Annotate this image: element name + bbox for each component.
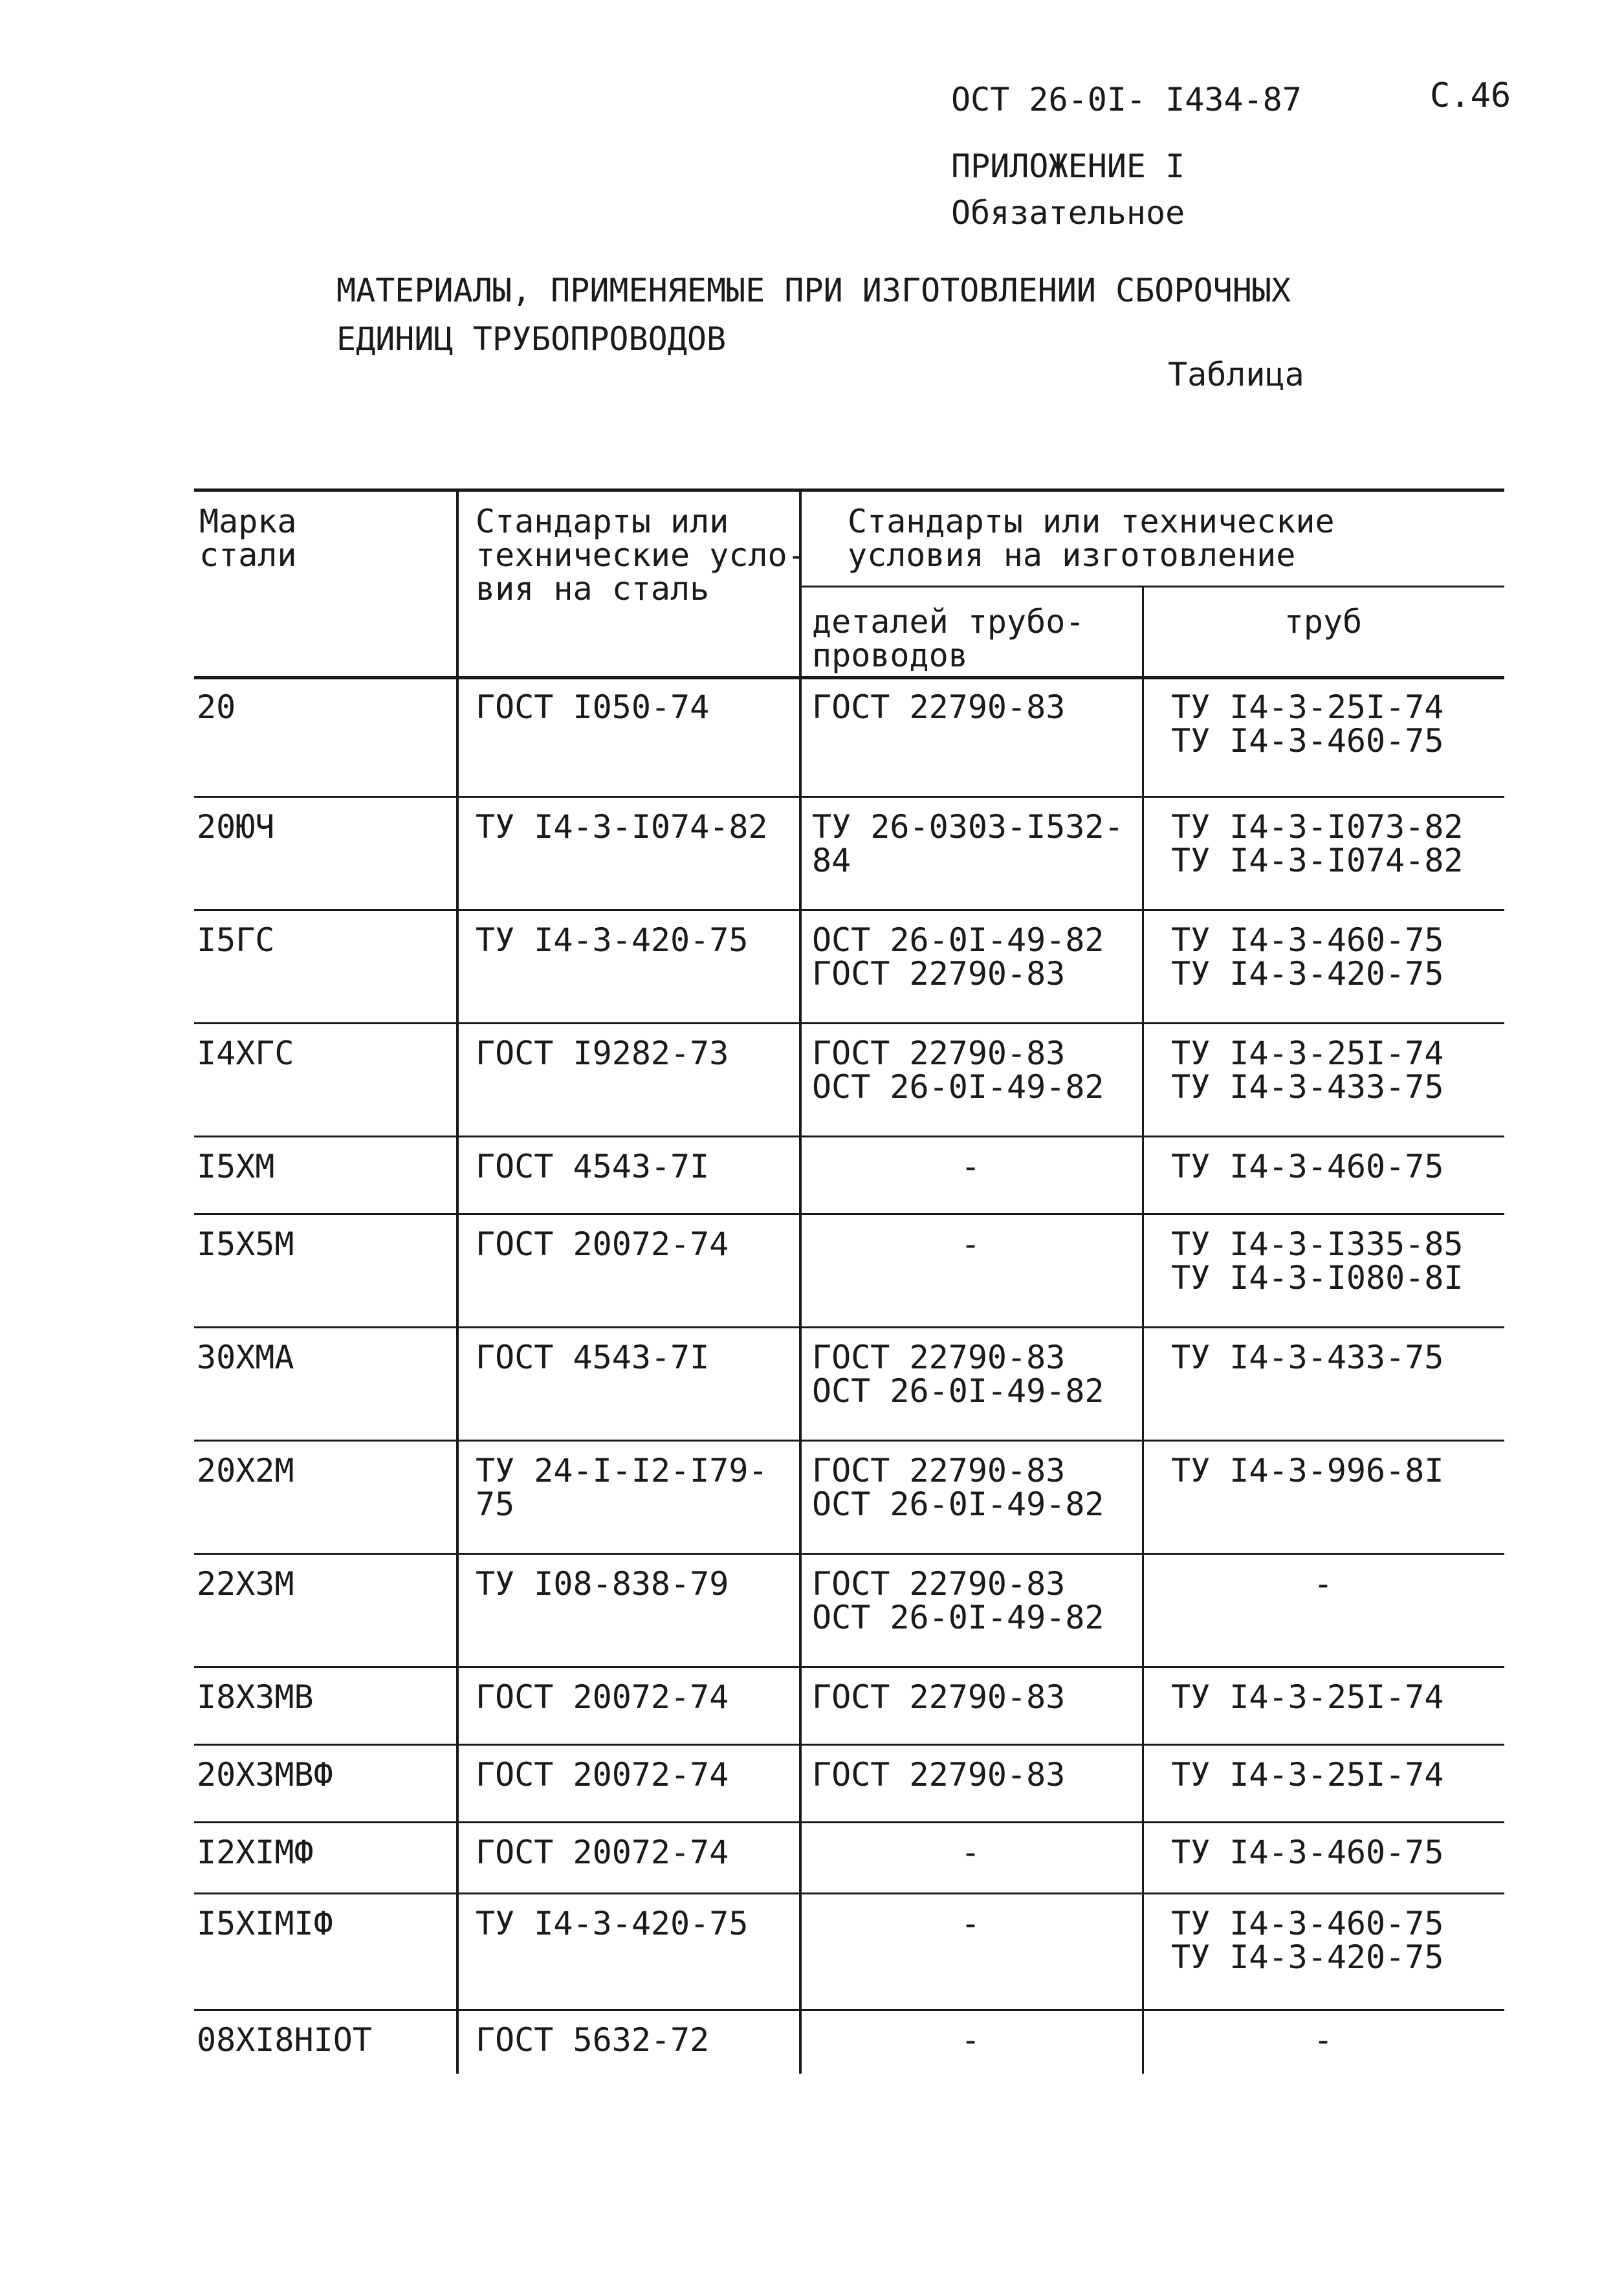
parts-standard: ГОСТ 22790-83: [812, 1452, 1066, 1489]
header-sub-rule: [799, 586, 1504, 587]
pipes-standard: ТУ I4-3-460-75: [1171, 1834, 1444, 1871]
header-bottom-rule: [194, 676, 1504, 679]
parts-standard: ГОСТ 22790-83: [812, 1035, 1066, 1072]
pipes-standard: ТУ I4-3-25I-74: [1171, 688, 1444, 726]
parts-standard: ОСТ 26-0I-49-82: [812, 921, 1104, 959]
steel-standard: ТУ I4-3-I074-82: [476, 808, 768, 846]
parts-standard: -: [960, 1225, 981, 1263]
column-header-steel-standard: вия на сталь: [476, 570, 710, 608]
column-header-parts: проводов: [812, 637, 968, 674]
pipes-standard: ТУ I4-3-460-75: [1171, 722, 1444, 760]
parts-standard: ТУ 26-0303-I532-: [812, 808, 1124, 846]
parts-standard: ГОСТ 22790-83: [812, 1339, 1066, 1376]
pipes-standard: ТУ I4-3-433-75: [1171, 1068, 1444, 1106]
steel-standard: ТУ I4-3-420-75: [476, 921, 749, 959]
steel-grade: I5ХМ: [197, 1148, 275, 1185]
column-divider: [1142, 586, 1144, 2074]
parts-standard: ГОСТ 22790-83: [812, 1565, 1066, 1603]
pipes-standard: ТУ I4-3-25I-74: [1171, 1678, 1444, 1716]
pipes-standard: ТУ I4-3-420-75: [1171, 955, 1444, 993]
parts-standard: ГОСТ 22790-83: [812, 1756, 1066, 1794]
appendix-title: ПРИЛОЖЕНИЕ I: [951, 148, 1185, 185]
steel-standard: ГОСТ 4543-7I: [476, 1339, 710, 1376]
steel-standard: ТУ I08-838-79: [476, 1565, 729, 1603]
steel-grade: 30ХМА: [197, 1339, 294, 1376]
pipes-standard: ТУ I4-3-I074-82: [1171, 842, 1464, 879]
parts-standard: ГОСТ 22790-83: [812, 688, 1066, 726]
pipes-standard: -: [1313, 2021, 1333, 2059]
row-divider: [194, 1213, 1504, 1215]
column-group-header: условия на изготовление: [848, 536, 1296, 574]
steel-grade: I5ГС: [197, 921, 275, 959]
parts-standard: ГОСТ 22790-83: [812, 1678, 1066, 1716]
appendix-subtitle: Обязательное: [951, 194, 1185, 232]
parts-standard: 84: [812, 842, 851, 879]
steel-standard: ГОСТ 20072-74: [476, 1834, 729, 1871]
parts-standard: ОСТ 26-0I-49-82: [812, 1372, 1104, 1410]
steel-standard: ГОСТ I9282-73: [476, 1035, 729, 1072]
column-header-grade: Марка: [199, 503, 297, 540]
row-divider: [194, 1553, 1504, 1555]
parts-standard: -: [960, 1834, 981, 1871]
row-divider: [194, 1821, 1504, 1823]
parts-standard: -: [960, 1905, 981, 1942]
parts-standard: ОСТ 26-0I-49-82: [812, 1599, 1104, 1636]
steel-grade: I2ХIМФ: [197, 1834, 314, 1871]
row-divider: [194, 1744, 1504, 1746]
column-header-parts: деталей трубо-: [812, 603, 1085, 641]
steel-standard: ГОСТ 20072-74: [476, 1678, 729, 1716]
steel-standard: ТУ 24-I-I2-I79-: [476, 1452, 768, 1489]
row-divider: [194, 1326, 1504, 1328]
steel-standard: 75: [476, 1486, 515, 1523]
row-divider: [194, 1440, 1504, 1442]
table-label: Таблица: [1168, 356, 1304, 393]
pipes-standard: ТУ I4-3-460-75: [1171, 1905, 1444, 1942]
steel-grade: 20Х3МВФ: [197, 1756, 333, 1794]
pipes-standard: ТУ I4-3-996-8I: [1171, 1452, 1444, 1489]
pipes-standard: ТУ I4-3-25I-74: [1171, 1756, 1444, 1794]
pipes-standard: -: [1313, 1565, 1333, 1603]
row-divider: [194, 1893, 1504, 1894]
column-header-grade: стали: [199, 536, 297, 574]
pipes-standard: ТУ I4-3-433-75: [1171, 1339, 1444, 1376]
parts-standard: -: [960, 1148, 981, 1185]
document-title-line-2: ЕДИНИЦ ТРУБОПРОВОДОВ: [336, 320, 727, 358]
row-divider: [194, 1136, 1504, 1137]
document-title-line-1: МАТЕРИАЛЫ, ПРИМЕНЯЕМЫЕ ПРИ ИЗГОТОВЛЕНИИ СБОРОЧНЫХ: [336, 272, 1291, 309]
document-code: ОСТ 26-0I- I434-87: [951, 81, 1302, 118]
page-number: С.46: [1430, 76, 1511, 115]
steel-standard: ГОСТ I050-74: [476, 688, 710, 726]
pipes-standard: ТУ I4-3-I080-8I: [1171, 1259, 1464, 1297]
pipes-standard: ТУ I4-3-25I-74: [1171, 1035, 1444, 1072]
pipes-standard: ТУ I4-3-I335-85: [1171, 1225, 1464, 1263]
steel-grade: I5Х5М: [197, 1225, 294, 1263]
steel-grade: 08ХI8НIОТ: [197, 2021, 372, 2059]
steel-standard: ГОСТ 20072-74: [476, 1225, 729, 1263]
column-group-header: Стандарты или технические: [848, 503, 1335, 540]
pipes-standard: ТУ I4-3-460-75: [1171, 921, 1444, 959]
pipes-standard: ТУ I4-3-420-75: [1171, 1938, 1444, 1976]
column-header-steel-standard: технические усло-: [476, 536, 807, 574]
row-divider: [194, 2009, 1504, 2011]
column-divider: [456, 488, 459, 2074]
parts-standard: -: [960, 2021, 981, 2059]
row-divider: [194, 796, 1504, 798]
steel-grade: I5ХIМIФ: [197, 1905, 333, 1942]
steel-standard: ТУ I4-3-420-75: [476, 1905, 749, 1942]
parts-standard: ОСТ 26-0I-49-82: [812, 1486, 1104, 1523]
steel-grade: I4ХГС: [197, 1035, 294, 1072]
column-header-steel-standard: Стандарты или: [476, 503, 729, 540]
steel-grade: 20ЮЧ: [197, 808, 275, 846]
row-divider: [194, 1666, 1504, 1668]
parts-standard: ОСТ 26-0I-49-82: [812, 1068, 1104, 1106]
steel-grade: I8Х3МВ: [197, 1678, 314, 1716]
row-divider: [194, 909, 1504, 911]
steel-grade: 20: [197, 688, 236, 726]
steel-standard: ГОСТ 5632-72: [476, 2021, 710, 2059]
pipes-standard: ТУ I4-3-I073-82: [1171, 808, 1464, 846]
steel-grade: 20Х2М: [197, 1452, 294, 1489]
steel-grade: 22Х3М: [197, 1565, 294, 1603]
row-divider: [194, 1022, 1504, 1024]
column-header-pipes: труб: [1284, 603, 1363, 641]
pipes-standard: ТУ I4-3-460-75: [1171, 1148, 1444, 1185]
steel-standard: ГОСТ 20072-74: [476, 1756, 729, 1794]
table-top-rule: [194, 488, 1504, 492]
parts-standard: ГОСТ 22790-83: [812, 955, 1066, 993]
steel-standard: ГОСТ 4543-7I: [476, 1148, 710, 1185]
